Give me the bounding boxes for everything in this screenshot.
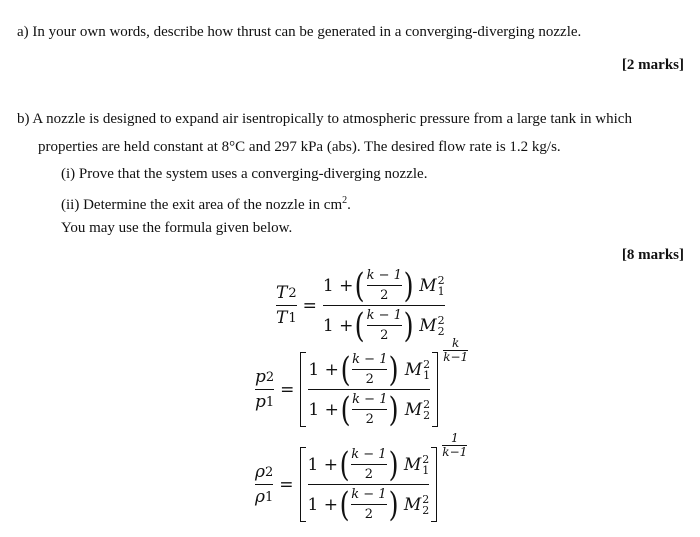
t-ratio: T 2 T 1 <box>276 283 297 328</box>
p-ratio-exponent: $\frac{k}{k-1}$ <box>443 336 469 364</box>
question-b-line1: b) A nozzle is designed to expand air isentropically to atmospheric pressure from a large tank in which <box>17 111 632 127</box>
question-b-part-ii <box>61 192 351 214</box>
question-b-marks: [8 marks] <box>621 247 684 263</box>
rho-ratio-exponent: $\frac{1}{k-1}$ <box>442 431 468 459</box>
rho-ratio-bracket: 1 + ( $\frac{k - 1}{2}$ ) M 2 1 1 + ( $\frac{k - 1}{2}$ ) M 2 2 $\frac{1}{k-1}$ <box>300 447 438 522</box>
question-a-marks: [2 marks] <box>621 57 684 73</box>
part-ii-text: (ii) Determine the exit area of the nozzle in cm <box>61 197 343 213</box>
question-b-part-i: (i) Prove that the system uses a converging-diverging nozzle. <box>61 166 428 182</box>
question-a-text: a) In your own words, describe how thrust can be generated in a converging-diverging nozzle. <box>17 24 582 40</box>
formula-note: You may use the formula given below. <box>61 220 293 236</box>
formula-temperature-ratio: T 2 T 1 = 1 + ( $\frac{k - 1}{2}$ ) M 2 1 1 + ( $\frac{k - 1}{2}$ ) M 2 2 <box>276 265 445 346</box>
rho-ratio: ρ 2 ρ 1 <box>255 462 274 507</box>
p-ratio-bracket: 1 + ( $\frac{k - 1}{2}$ ) M 2 1 1 + ( $\frac{k - 1}{2}$ ) M 2 2 $\frac{k}{k-1}$ <box>300 352 438 427</box>
p-ratio: p 2 p 1 <box>255 367 275 412</box>
formula-pressure-ratio: p 2 p 1 = 1 + ( $\frac{k - 1}{2}$ ) M 2 1 1 + ( $\frac{k - 1}{2}$ ) M 2 2 $\frac{k}{k-1}$ <box>255 336 469 430</box>
formula-density-ratio: ρ 2 ρ 1 = 1 + ( $\frac{k - 1}{2}$ ) M 2 1 1 + ( $\frac{k - 1}{2}$ ) M 2 2 $\frac{1}{k-1}$ <box>255 431 468 525</box>
t-ratio-rhs: 1 + ( $\frac{k - 1}{2}$ ) M 2 1 1 + ( $\frac{k - 1}{2}$ ) M 2 2 <box>322 265 445 346</box>
question-b-line2: properties are held constant at 8°C and 297 kPa (abs). The desired flow rate is 1.2 kg/s. <box>38 139 561 155</box>
part-ii-end: . <box>347 197 351 213</box>
part-ii-superscript: 2 <box>342 195 348 206</box>
